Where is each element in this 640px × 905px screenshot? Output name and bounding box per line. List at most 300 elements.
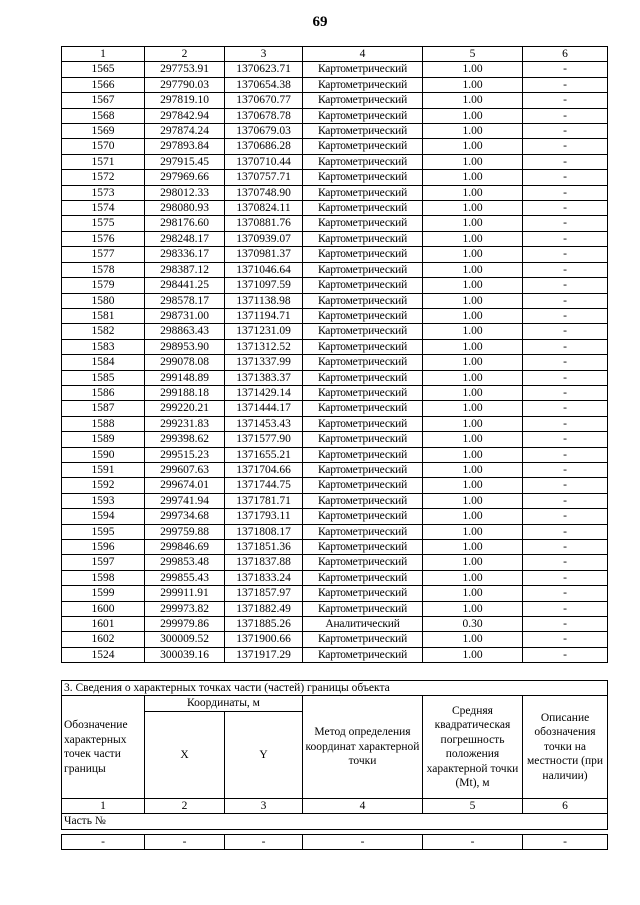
cell-x: 298578.17 — [145, 293, 225, 308]
cell-description: - — [523, 601, 608, 616]
table-row — [62, 509, 608, 524]
cell-method: Картометрический — [303, 139, 423, 154]
col-number: 4 — [303, 798, 423, 813]
cell-x: 300039.16 — [145, 647, 225, 662]
cell-method: Картометрический — [303, 509, 423, 524]
cell-x: 299734.68 — [145, 509, 225, 524]
cell-error: 1.00 — [423, 170, 523, 185]
cell-empty: - — [423, 834, 523, 849]
cell-description: - — [523, 570, 608, 585]
cell-point-number: 1584 — [62, 355, 145, 370]
cell-y: 1371882.49 — [225, 601, 303, 616]
cell-method: Картометрический — [303, 339, 423, 354]
cell-y: 1371312.52 — [225, 339, 303, 354]
col-number: 6 — [523, 798, 608, 813]
table-row — [62, 308, 608, 323]
cell-point-number: 1569 — [62, 124, 145, 139]
cell-method: Картометрический — [303, 586, 423, 601]
cell-point-number: 1581 — [62, 308, 145, 323]
cell-y: 1370757.71 — [225, 170, 303, 185]
cell-point-number: 1586 — [62, 385, 145, 400]
col-number: 2 — [145, 798, 225, 813]
col-number: 5 — [423, 798, 523, 813]
section3-header-row — [62, 696, 608, 711]
cell-method: Картометрический — [303, 278, 423, 293]
cell-point-number: 1524 — [62, 647, 145, 662]
cell-method: Картометрический — [303, 185, 423, 200]
cell-method: Картометрический — [303, 201, 423, 216]
table-row — [62, 432, 608, 447]
table-row — [62, 216, 608, 231]
cell-x: 297753.91 — [145, 62, 225, 77]
cell-method: Картометрический — [303, 170, 423, 185]
cell-y: 1371704.66 — [225, 462, 303, 477]
cell-x: 299398.62 — [145, 432, 225, 447]
header-point-designation — [62, 696, 145, 798]
cell-x: 298176.60 — [145, 216, 225, 231]
table-row — [62, 201, 608, 216]
table-row — [62, 601, 608, 616]
cell-method: Картометрический — [303, 385, 423, 400]
section3-table — [61, 680, 608, 850]
cell-x: 298080.93 — [145, 201, 225, 216]
cell-x: 298336.17 — [145, 247, 225, 262]
cell-method: Картометрический — [303, 478, 423, 493]
cell-point-number: 1588 — [62, 416, 145, 431]
cell-point-number: 1601 — [62, 617, 145, 632]
cell-description: - — [523, 339, 608, 354]
table-row — [62, 416, 608, 431]
cell-error: 1.00 — [423, 447, 523, 462]
header-text: характерных — [64, 733, 127, 746]
cell-x: 298387.12 — [145, 262, 225, 277]
table-row — [62, 447, 608, 462]
cell-method: Картометрический — [303, 231, 423, 246]
header-method: Метод определения координат характерной точки — [303, 696, 423, 798]
table-row — [62, 632, 608, 647]
table-row — [62, 154, 608, 169]
cell-y: 1370824.11 — [225, 201, 303, 216]
table-row — [62, 493, 608, 508]
cell-method: Картометрический — [303, 462, 423, 477]
cell-empty: - — [145, 834, 225, 849]
cell-y: 1371429.14 — [225, 385, 303, 400]
col-number: 1 — [62, 798, 145, 813]
cell-method: Картометрический — [303, 647, 423, 662]
cell-method: Картометрический — [303, 416, 423, 431]
table-row — [62, 62, 608, 77]
cell-x: 297915.45 — [145, 154, 225, 169]
cell-x: 297969.66 — [145, 170, 225, 185]
cell-y: 1370939.07 — [225, 231, 303, 246]
cell-error: 1.00 — [423, 540, 523, 555]
cell-description: - — [523, 77, 608, 92]
cell-y: 1371833.24 — [225, 570, 303, 585]
cell-point-number: 1597 — [62, 555, 145, 570]
cell-y: 1371781.71 — [225, 493, 303, 508]
cell-x: 298953.90 — [145, 339, 225, 354]
cell-y: 1371097.59 — [225, 278, 303, 293]
cell-description: - — [523, 540, 608, 555]
cell-x: 299607.63 — [145, 462, 225, 477]
cell-error: 1.00 — [423, 201, 523, 216]
cell-description: - — [523, 401, 608, 416]
cell-error: 1.00 — [423, 324, 523, 339]
cell-method: Картометрический — [303, 293, 423, 308]
cell-x: 299231.83 — [145, 416, 225, 431]
cell-y: 1371138.98 — [225, 293, 303, 308]
cell-point-number: 1574 — [62, 201, 145, 216]
table-row — [62, 124, 608, 139]
table-row — [62, 339, 608, 354]
cell-point-number: 1572 — [62, 170, 145, 185]
cell-x: 299979.86 — [145, 617, 225, 632]
cell-error: 1.00 — [423, 601, 523, 616]
header-text: Обозначение — [64, 719, 128, 732]
cell-x: 300009.52 — [145, 632, 225, 647]
col-number: 1 — [62, 47, 145, 62]
cell-y: 1371337.99 — [225, 355, 303, 370]
table-row — [62, 570, 608, 585]
cell-point-number: 1583 — [62, 339, 145, 354]
cell-description: - — [523, 493, 608, 508]
part-label: Часть № — [62, 814, 608, 829]
table-row — [62, 586, 608, 601]
table-row — [62, 401, 608, 416]
cell-error: 1.00 — [423, 139, 523, 154]
col-number: 6 — [523, 47, 608, 62]
cell-x: 297819.10 — [145, 93, 225, 108]
cell-method: Картометрический — [303, 524, 423, 539]
table-row — [62, 524, 608, 539]
cell-point-number: 1594 — [62, 509, 145, 524]
cell-y: 1371655.21 — [225, 447, 303, 462]
table-row — [62, 262, 608, 277]
cell-x: 298441.25 — [145, 278, 225, 293]
cell-description: - — [523, 586, 608, 601]
cell-method: Картометрический — [303, 447, 423, 462]
cell-method: Картометрический — [303, 601, 423, 616]
cell-method: Картометрический — [303, 570, 423, 585]
cell-y: 1371046.64 — [225, 262, 303, 277]
table-row — [62, 462, 608, 477]
cell-method: Картометрический — [303, 93, 423, 108]
cell-point-number: 1595 — [62, 524, 145, 539]
cell-description: - — [523, 647, 608, 662]
cell-method: Картометрический — [303, 154, 423, 169]
cell-description: - — [523, 262, 608, 277]
cell-description: - — [523, 432, 608, 447]
cell-error: 1.00 — [423, 77, 523, 92]
cell-x: 297893.84 — [145, 139, 225, 154]
cell-description: - — [523, 139, 608, 154]
cell-description: - — [523, 385, 608, 400]
cell-y: 1371577.90 — [225, 432, 303, 447]
cell-y: 1371453.43 — [225, 416, 303, 431]
cell-method: Картометрический — [303, 555, 423, 570]
cell-x: 297874.24 — [145, 124, 225, 139]
cell-point-number: 1585 — [62, 370, 145, 385]
cell-description: - — [523, 324, 608, 339]
table-row — [62, 540, 608, 555]
cell-point-number: 1591 — [62, 462, 145, 477]
cell-x: 298731.00 — [145, 308, 225, 323]
cell-y: 1370981.37 — [225, 247, 303, 262]
cell-method: Картометрический — [303, 108, 423, 123]
cell-method: Картометрический — [303, 308, 423, 323]
cell-point-number: 1587 — [62, 401, 145, 416]
cell-point-number: 1578 — [62, 262, 145, 277]
cell-description: - — [523, 170, 608, 185]
cell-error: 1.00 — [423, 370, 523, 385]
cell-x: 299220.21 — [145, 401, 225, 416]
cell-description: - — [523, 154, 608, 169]
cell-y: 1370679.03 — [225, 124, 303, 139]
cell-error: 1.00 — [423, 586, 523, 601]
header-y: Y — [225, 711, 303, 798]
cell-point-number: 1602 — [62, 632, 145, 647]
cell-description: - — [523, 370, 608, 385]
cell-x: 297842.94 — [145, 108, 225, 123]
cell-x: 298012.33 — [145, 185, 225, 200]
header-coordinates: Координаты, м — [145, 696, 303, 711]
cell-x: 299855.43 — [145, 570, 225, 585]
cell-method: Картометрический — [303, 432, 423, 447]
cell-y: 1371383.37 — [225, 370, 303, 385]
header-text: точек части — [64, 748, 121, 761]
cell-method: Картометрический — [303, 262, 423, 277]
cell-y: 1371808.17 — [225, 524, 303, 539]
cell-error: 1.00 — [423, 570, 523, 585]
cell-point-number: 1590 — [62, 447, 145, 462]
cell-x: 299515.23 — [145, 447, 225, 462]
cell-description: - — [523, 478, 608, 493]
table-row — [62, 355, 608, 370]
cell-point-number: 1582 — [62, 324, 145, 339]
cell-point-number: 1568 — [62, 108, 145, 123]
section3-title-row — [62, 681, 608, 696]
cell-description: - — [523, 555, 608, 570]
header-description: Описание обозначения точки на местности (при наличии) — [523, 696, 608, 798]
table-row — [62, 324, 608, 339]
cell-method: Картометрический — [303, 216, 423, 231]
cell-y: 1370670.77 — [225, 93, 303, 108]
table-row — [62, 185, 608, 200]
table-row — [62, 385, 608, 400]
cell-point-number: 1580 — [62, 293, 145, 308]
cell-y: 1371837.88 — [225, 555, 303, 570]
cell-description: - — [523, 108, 608, 123]
table-row — [62, 278, 608, 293]
cell-point-number: 1575 — [62, 216, 145, 231]
cell-y: 1370881.76 — [225, 216, 303, 231]
cell-method: Картометрический — [303, 355, 423, 370]
cell-description: - — [523, 216, 608, 231]
cell-method: Картометрический — [303, 62, 423, 77]
cell-error: 1.00 — [423, 462, 523, 477]
cell-point-number: 1600 — [62, 601, 145, 616]
cell-description: - — [523, 124, 608, 139]
cell-y: 1370623.71 — [225, 62, 303, 77]
cell-description: - — [523, 509, 608, 524]
header-error: Средняя квадратическая погрешность положения характерной точки (Mt), м — [423, 696, 523, 798]
table-row — [62, 231, 608, 246]
table-row — [62, 170, 608, 185]
cell-description: - — [523, 462, 608, 477]
cell-description: - — [523, 278, 608, 293]
cell-description: - — [523, 355, 608, 370]
col-number: 3 — [225, 798, 303, 813]
cell-point-number: 1579 — [62, 278, 145, 293]
header-x: X — [145, 711, 225, 798]
table-row — [62, 77, 608, 92]
cell-error: 1.00 — [423, 555, 523, 570]
cell-error: 1.00 — [423, 62, 523, 77]
table-row — [62, 293, 608, 308]
cell-x: 299674.01 — [145, 478, 225, 493]
cell-error: 1.00 — [423, 293, 523, 308]
cell-point-number: 1598 — [62, 570, 145, 585]
cell-error: 1.00 — [423, 247, 523, 262]
cell-method: Картометрический — [303, 401, 423, 416]
cell-point-number: 1570 — [62, 139, 145, 154]
cell-x: 299911.91 — [145, 586, 225, 601]
cell-point-number: 1566 — [62, 77, 145, 92]
cell-error: 1.00 — [423, 124, 523, 139]
cell-x: 297790.03 — [145, 77, 225, 92]
cell-x: 299741.94 — [145, 493, 225, 508]
cell-y: 1371793.11 — [225, 509, 303, 524]
cell-method: Картометрический — [303, 370, 423, 385]
cell-error: 1.00 — [423, 231, 523, 246]
cell-error: 1.00 — [423, 493, 523, 508]
cell-point-number: 1599 — [62, 586, 145, 601]
cell-method: Картометрический — [303, 493, 423, 508]
cell-x: 299078.08 — [145, 355, 225, 370]
cell-error: 1.00 — [423, 278, 523, 293]
cell-error: 1.00 — [423, 416, 523, 431]
table-row — [62, 555, 608, 570]
cell-description: - — [523, 201, 608, 216]
section3-title: 3. Сведения о характерных точках части (частей) границы объекта — [62, 681, 608, 696]
cell-error: 0.30 — [423, 617, 523, 632]
cell-y: 1371231.09 — [225, 324, 303, 339]
cell-method: Картометрический — [303, 540, 423, 555]
cell-description: - — [523, 231, 608, 246]
header-text: границы — [64, 762, 106, 775]
cell-point-number: 1567 — [62, 93, 145, 108]
cell-method: Картометрический — [303, 247, 423, 262]
cell-description: - — [523, 416, 608, 431]
cell-y: 1370710.44 — [225, 154, 303, 169]
cell-y: 1371851.36 — [225, 540, 303, 555]
table-row — [62, 93, 608, 108]
cell-y: 1371744.75 — [225, 478, 303, 493]
cell-error: 1.00 — [423, 401, 523, 416]
cell-y: 1371194.71 — [225, 308, 303, 323]
cell-x: 299853.48 — [145, 555, 225, 570]
cell-x: 299759.88 — [145, 524, 225, 539]
cell-description: - — [523, 185, 608, 200]
cell-error: 1.00 — [423, 385, 523, 400]
cell-point-number: 1565 — [62, 62, 145, 77]
cell-error: 1.00 — [423, 524, 523, 539]
cell-description: - — [523, 293, 608, 308]
cell-x: 298248.17 — [145, 231, 225, 246]
cell-empty: - — [62, 834, 145, 849]
cell-x: 299973.82 — [145, 601, 225, 616]
cell-error: 1.00 — [423, 432, 523, 447]
cell-error: 1.00 — [423, 216, 523, 231]
table-row — [62, 647, 608, 662]
cell-method: Картометрический — [303, 324, 423, 339]
cell-method: Картометрический — [303, 77, 423, 92]
cell-x: 299148.89 — [145, 370, 225, 385]
cell-y: 1370654.38 — [225, 77, 303, 92]
cell-point-number: 1577 — [62, 247, 145, 262]
cell-method: Аналитический — [303, 617, 423, 632]
coordinates-table — [61, 46, 608, 663]
section3-column-number-row — [62, 798, 608, 813]
table-row — [62, 617, 608, 632]
cell-empty: - — [225, 834, 303, 849]
cell-error: 1.00 — [423, 478, 523, 493]
cell-empty: - — [523, 834, 608, 849]
cell-error: 1.00 — [423, 647, 523, 662]
cell-error: 1.00 — [423, 262, 523, 277]
cell-description: - — [523, 62, 608, 77]
table-row — [62, 139, 608, 154]
cell-y: 1370748.90 — [225, 185, 303, 200]
table-row — [62, 478, 608, 493]
page-number: 69 — [312, 14, 328, 30]
cell-description: - — [523, 524, 608, 539]
cell-description: - — [523, 617, 608, 632]
cell-error: 1.00 — [423, 308, 523, 323]
cell-y: 1371900.66 — [225, 632, 303, 647]
cell-y: 1371885.26 — [225, 617, 303, 632]
cell-point-number: 1596 — [62, 540, 145, 555]
cell-error: 1.00 — [423, 93, 523, 108]
cell-method: Картометрический — [303, 124, 423, 139]
col-number: 3 — [225, 47, 303, 62]
cell-method: Картометрический — [303, 632, 423, 647]
cell-error: 1.00 — [423, 632, 523, 647]
cell-empty: - — [303, 834, 423, 849]
empty-data-row — [62, 834, 608, 849]
cell-y: 1371917.29 — [225, 647, 303, 662]
cell-description: - — [523, 247, 608, 262]
cell-error: 1.00 — [423, 108, 523, 123]
cell-y: 1371857.97 — [225, 586, 303, 601]
cell-error: 1.00 — [423, 355, 523, 370]
cell-description: - — [523, 447, 608, 462]
part-label-row — [62, 814, 608, 829]
table-row — [62, 108, 608, 123]
cell-x: 299188.18 — [145, 385, 225, 400]
cell-x: 299846.69 — [145, 540, 225, 555]
column-number-row — [62, 47, 608, 62]
table-row — [62, 370, 608, 385]
cell-error: 1.00 — [423, 154, 523, 169]
col-number: 2 — [145, 47, 225, 62]
cell-point-number: 1571 — [62, 154, 145, 169]
cell-point-number: 1576 — [62, 231, 145, 246]
cell-description: - — [523, 93, 608, 108]
cell-y: 1370686.28 — [225, 139, 303, 154]
col-number: 5 — [423, 47, 523, 62]
cell-point-number: 1593 — [62, 493, 145, 508]
